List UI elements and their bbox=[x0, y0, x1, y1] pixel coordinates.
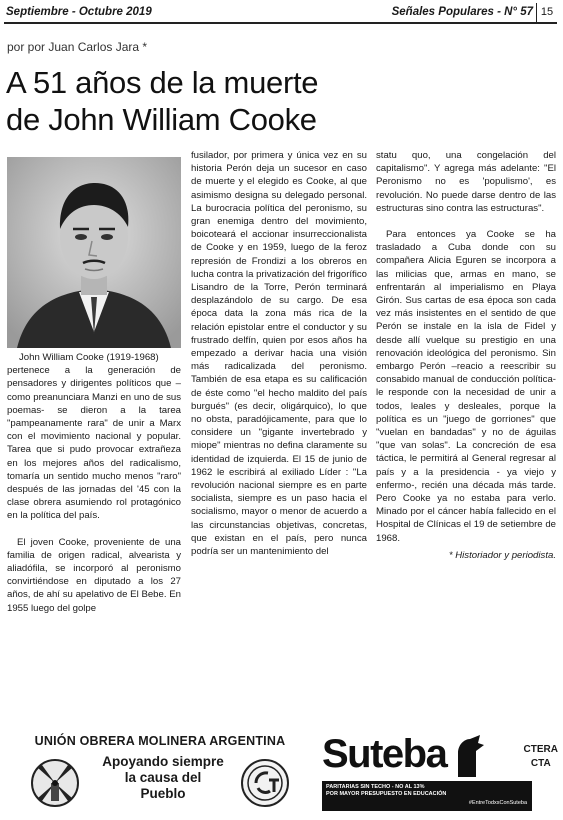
article-title bbox=[6, 64, 554, 138]
paragraph: pertenece a la generación de pensadores y dirigentes políticos que –como preanunciara Manzi en uno de sus poemas- se dieron a la tarea "pampeanamente rara" de unir a Marx con el movimiento nacional y popular. Tarea que si pudo provocar extrañeza en los mejores años del radicalismo, tomaría un sentido mucho menos "raro" después de las jornadas del '45 con la clase obrera asumiendo rol protagónico en la política del país. bbox=[7, 365, 181, 522]
portrait-illustration bbox=[7, 157, 181, 348]
suteba-banner: PARITARIAS SIN TECHO - NO AL 13% POR MAYOR PRESUPUESTO EN EDUCACIÓN #EntreTodxsConSuteba bbox=[322, 781, 532, 811]
title-line-1: A 51 años de la muerte bbox=[6, 65, 319, 100]
article-column-1 bbox=[7, 351, 181, 615]
raised-hand-icon bbox=[450, 733, 486, 779]
suteba-hashtag: #EntreTodxsConSuteba bbox=[468, 800, 527, 806]
union-logos bbox=[524, 743, 558, 771]
page-header bbox=[4, 3, 557, 24]
paragraph: Para entonces ya Cooke se ha trasladado a Cuba donde con su compañera Alicia Eguren se incorpora a las milicias que, armas en mano, se enfrentarán al imperialismo en Playa Girón. Sus cartas de esa época son cada vez más insistentes en el sentido de que Perón se instale en la isla de Fidel y desde allí vuelque su prestigio en una renovación ideológica del peronismo. Sin embargo Perón –reacio a reescribir su consabido manual de conducción política- le responde con la necesidad de unir a todos, leales y desleales, porque la política es un "juego de gorriones" que "vuelan en bandadas" y no de águilas "que van solas". La concreción de esa táctica, le permitirá al General regresar al país y a la presidencia - ya viejo y enfermo-, recién una década más tarde. Pero Cooke ya no estaba para verlo. Minado por el cáncer había fallecido en el Hospital de Clínicas el 19 de setiembre de 1968. bbox=[376, 229, 556, 544]
photo-caption: John William Cooke (1919-1968) bbox=[19, 352, 159, 363]
uoma-title: UNIÓN OBRERA MOLINERA ARGENTINA bbox=[34, 734, 286, 748]
paragraph: El joven Cooke, proveniente de una familia de origen radical, alvearista y aliadófila, se incorporó al peronismo convirtiéndose en diputado a los 27 años, de ahí su apelativo de El Bebe. En 1955 luego del golpe bbox=[7, 536, 181, 614]
issue-date: Septiembre - Octubre 2019 bbox=[6, 6, 152, 18]
paragraph: statu quo, una congelación del capitalismo". Y agrega más adelante: "El Peronismo no es 'populismo', es revolución. No puede darse dentro de las estructuras sino contra las estructuras". bbox=[376, 150, 556, 214]
publication-name: Señales Populares - N° 57 bbox=[391, 6, 533, 18]
ctera-logo: CTERA bbox=[523, 744, 558, 755]
uoma-slogan: Apoyando siempre la causa del Pueblo bbox=[102, 754, 224, 801]
author-footnote: * Historiador y periodista. bbox=[448, 549, 556, 561]
suteba-advertisement bbox=[322, 731, 558, 817]
advertisement-strip bbox=[0, 725, 563, 820]
windmill-emblem-icon bbox=[30, 758, 80, 808]
article-column-3 bbox=[376, 149, 556, 562]
article-column-2 bbox=[191, 149, 367, 558]
title-line-2: de John William Cooke bbox=[6, 102, 317, 137]
page-number: 15 bbox=[536, 3, 557, 22]
byline: por por Juan Carlos Jara * bbox=[7, 40, 148, 54]
suteba-logo: Suteba bbox=[322, 732, 447, 776]
cgt-seal-icon bbox=[240, 758, 290, 808]
paragraph: fusilador, por primera y única vez en su historia Perón deja un sucesor en caso de muerte y el elegido es Cooke, al que asimismo designa su delegado personal. La burocracia política del peronismo, su gran enemiga dentro del movimiento, boicoteará el accionar insurreccionalista de Cooke y en 1959, luego de la feroz represión de Frondizi a los obreros en lucha contra la privatización del frigorífico Lisandro de la Torre, Perón terminará desplazándolo de su cargo. De esa época data la zona más rica de la relación epistolar entre el conductor y su frustrado delfín, quien por esos años ha empezado a derivar hacia una visión más radicalizada del peronismo. También de esa etapa es su calificación de éste como "el hecho maldito del país burgués" (es decir, oligárquico), lo que no obsta, paradójicamente, para que lo considere un "gigante invertebrado y miope" mientras no defina claramente su identidad de izquierda. El 15 de junio de 1962 le escribirá al exiliado Líder : "La revolución nacional siempre es en parte socialista, siempre es un paso hacia el socialismo, mayor o menor de acuerdo a las circunstancias objetivas, concretas, que existan en el país, pero nunca podría ser un mantenimiento del bbox=[191, 150, 367, 558]
uoma-advertisement bbox=[10, 728, 310, 820]
cta-logo: CTA bbox=[530, 758, 551, 769]
portrait-photo bbox=[7, 157, 181, 348]
